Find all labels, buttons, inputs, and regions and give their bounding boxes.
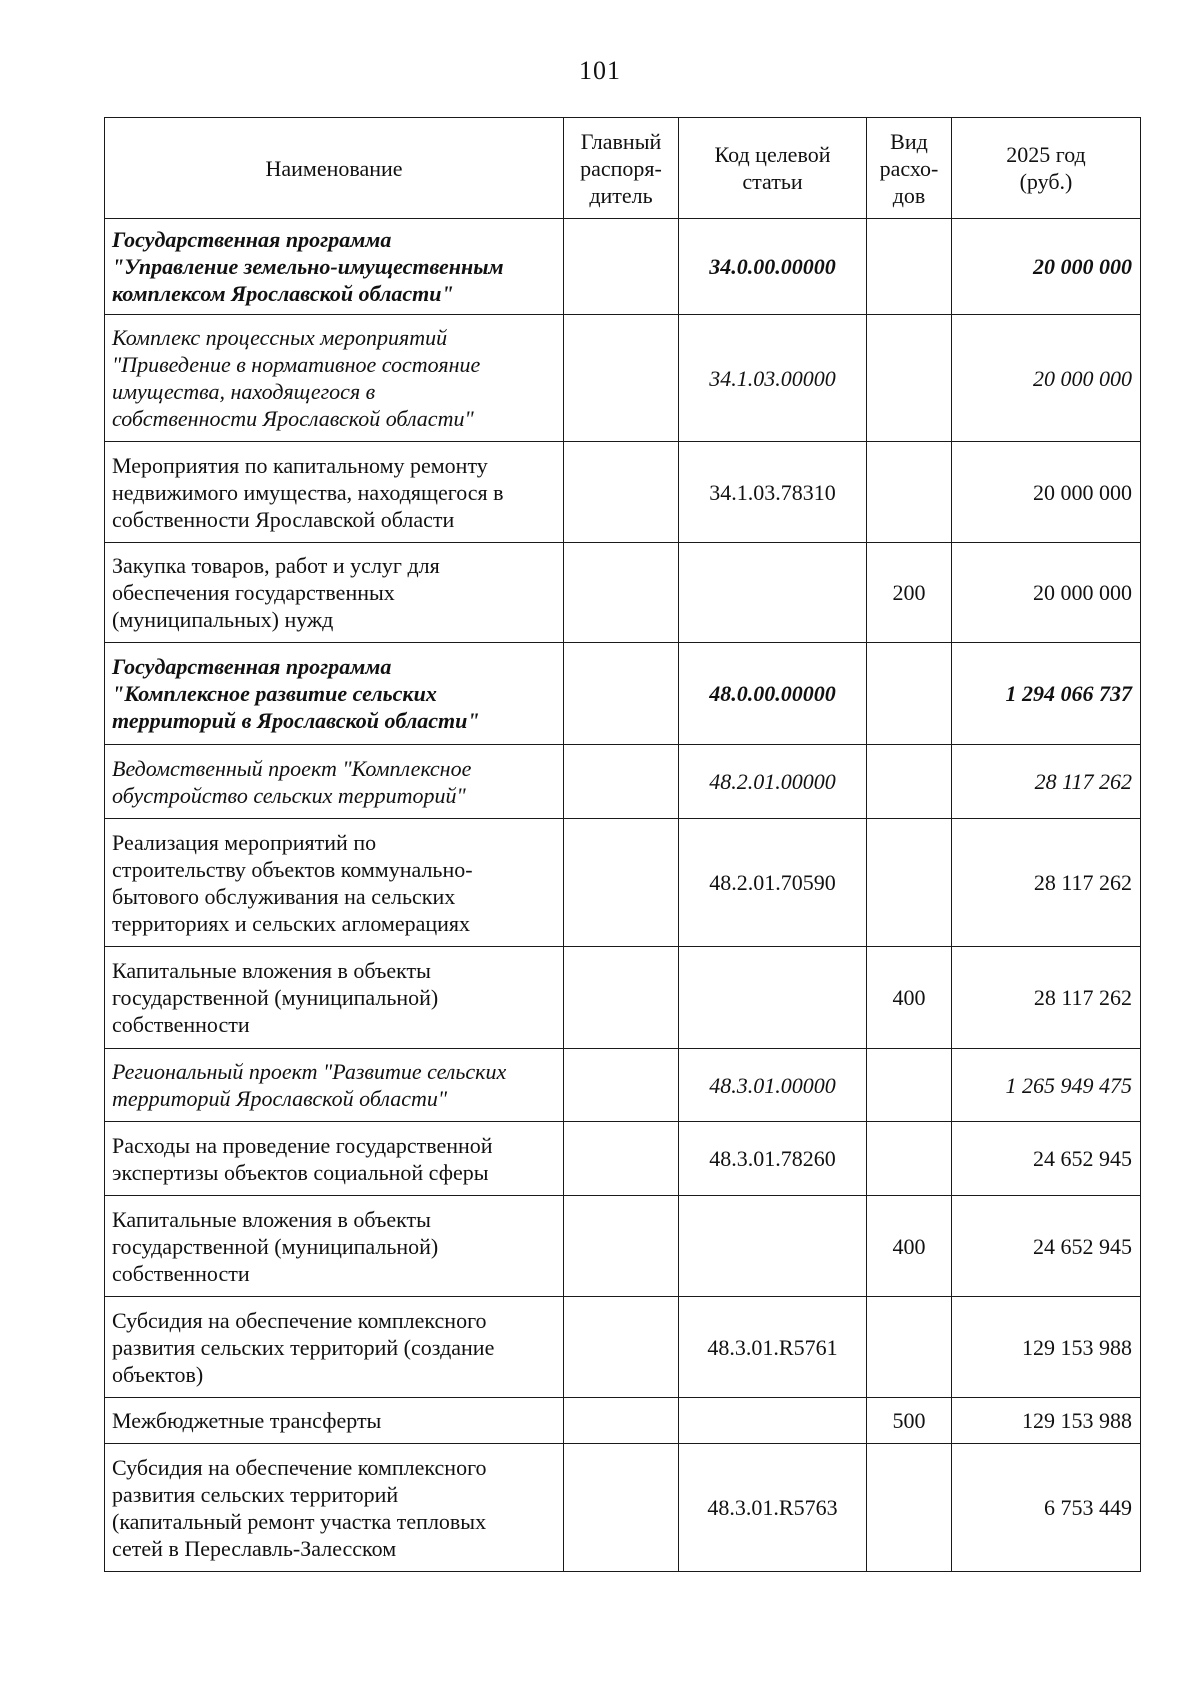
row-name-line: бытового обслуживания на сельских	[112, 883, 456, 909]
table-row	[105, 1398, 1141, 1444]
row-name-line: Капитальные вложения в объекты	[112, 1206, 431, 1232]
row-name-line: Капитальные вложения в объекты	[112, 958, 431, 983]
row-name-cell	[105, 543, 564, 643]
row-name-line: Расходы на проведение государственной	[112, 1132, 493, 1158]
row-name-line: "Комплексное развитие сельских	[112, 681, 437, 706]
row-manager-cell	[564, 442, 679, 543]
row-code-cell: 48.3.01.78260	[679, 1122, 867, 1196]
table-row	[105, 1196, 1141, 1297]
row-manager-cell	[564, 1398, 679, 1444]
row-code-cell	[679, 1398, 867, 1444]
row-name-line: экспертизы объектов социальной сферы	[112, 1159, 489, 1185]
row-name-line: объектов)	[112, 1361, 204, 1387]
header-type	[867, 118, 952, 219]
table-row	[105, 947, 1141, 1049]
row-name-line: (капитальный ремонт участка тепловых	[112, 1508, 487, 1534]
row-name-line: обеспечения государственных	[112, 580, 395, 605]
row-manager-cell	[564, 1297, 679, 1398]
row-manager-cell	[564, 1049, 679, 1122]
header-amount-line: (руб.)	[1019, 169, 1073, 194]
row-name-line: Межбюджетные трансферты	[112, 1408, 382, 1433]
row-name-line: Закупка товаров, работ и услуг для	[112, 553, 440, 578]
row-type-cell	[867, 1049, 952, 1122]
row-amount-cell: 20 000 000	[952, 442, 1141, 543]
row-name-line: недвижимого имущества, находящегося в	[112, 479, 504, 505]
row-amount-cell: 6 753 449	[952, 1444, 1141, 1572]
row-code-cell: 48.2.01.70590	[679, 819, 867, 947]
row-amount-cell: 20 000 000	[952, 543, 1141, 643]
row-name-line: территориях и сельских агломерациях	[112, 910, 471, 936]
row-name-line: Ведомственный проект "Комплексное	[112, 755, 472, 781]
row-manager-cell	[564, 1122, 679, 1196]
row-name-cell	[105, 1444, 564, 1572]
row-name-line: Комплекс процессных мероприятий	[112, 325, 448, 350]
table-row	[105, 543, 1141, 643]
budget-table	[104, 117, 1141, 1572]
row-name-line: строительству объектов коммунально-	[112, 856, 473, 882]
table-row	[105, 442, 1141, 543]
row-amount-cell: 20 000 000	[952, 219, 1141, 315]
row-type-cell	[867, 219, 952, 315]
row-amount-cell: 24 652 945	[952, 1122, 1141, 1196]
row-name-line: государственной (муниципальной)	[112, 1233, 439, 1259]
row-code-cell: 48.3.01.R5761	[679, 1297, 867, 1398]
table-row	[105, 1444, 1141, 1572]
row-code-cell: 48.3.01.R5763	[679, 1444, 867, 1572]
row-amount-cell: 28 117 262	[952, 745, 1141, 819]
row-name-line: собственности Ярославской области"	[112, 406, 474, 431]
row-name-line: Реализация мероприятий по	[112, 829, 377, 855]
row-type-cell	[867, 745, 952, 819]
row-name-line: обустройство сельских территорий"	[112, 782, 466, 808]
row-code-cell	[679, 1196, 867, 1297]
row-code-cell: 48.0.00.00000	[679, 643, 867, 745]
header-manager-line: дитель	[589, 182, 653, 208]
row-name-line: "Управление земельно-имущественным	[112, 254, 504, 279]
row-type-cell	[867, 1297, 952, 1398]
row-name-line: Региональный проект "Развитие сельских	[112, 1059, 507, 1084]
row-name-cell	[105, 1122, 564, 1196]
table-body	[105, 219, 1141, 1572]
table-row	[105, 643, 1141, 745]
row-manager-cell	[564, 643, 679, 745]
header-code	[679, 118, 867, 219]
row-name-cell	[105, 1398, 564, 1444]
row-name-line: территорий в Ярославской области"	[112, 708, 480, 733]
table-row	[105, 219, 1141, 315]
row-name-line: сетей в Переславль-Залесском	[112, 1535, 397, 1561]
row-code-cell: 48.3.01.00000	[679, 1049, 867, 1122]
row-name-cell	[105, 1297, 564, 1398]
row-name-line: Государственная программа	[112, 654, 392, 679]
row-amount-cell: 24 652 945	[952, 1196, 1141, 1297]
row-name-cell	[105, 219, 564, 315]
row-type-cell: 400	[867, 1196, 952, 1297]
row-name-cell	[105, 442, 564, 543]
row-manager-cell	[564, 315, 679, 442]
row-name-line: (муниципальных) нужд	[112, 607, 334, 632]
header-type-line: дов	[892, 182, 926, 208]
row-name-line: комплексом Ярославской области"	[112, 281, 454, 306]
row-name-line: собственности	[112, 1012, 250, 1037]
row-manager-cell	[564, 1196, 679, 1297]
row-amount-cell: 28 117 262	[952, 819, 1141, 947]
row-amount-cell: 129 153 988	[952, 1398, 1141, 1444]
row-name-line: имущества, находящегося в	[112, 379, 376, 404]
row-name-line: собственности Ярославской области	[112, 506, 455, 532]
table-row	[105, 819, 1141, 947]
row-manager-cell	[564, 947, 679, 1049]
header-name-text: Наименование	[265, 155, 403, 181]
row-name-line: Субсидия на обеспечение комплексного	[112, 1454, 487, 1480]
row-type-cell	[867, 643, 952, 745]
row-manager-cell	[564, 219, 679, 315]
row-manager-cell	[564, 1444, 679, 1572]
row-code-cell: 48.2.01.00000	[679, 745, 867, 819]
row-name-cell	[105, 315, 564, 442]
header-manager-line: распоря-	[580, 155, 662, 181]
row-name-cell	[105, 819, 564, 947]
row-name-line: Мероприятия по капитальному ремонту	[112, 452, 488, 478]
row-code-cell: 34.1.03.78310	[679, 442, 867, 543]
header-amount-line: 2025 год	[1006, 142, 1086, 167]
row-name-cell	[105, 1196, 564, 1297]
header-amount	[952, 118, 1141, 219]
row-manager-cell	[564, 543, 679, 643]
table-row	[105, 1049, 1141, 1122]
row-name-line: развития сельских территорий	[112, 1481, 399, 1507]
row-type-cell	[867, 1444, 952, 1572]
row-amount-cell: 1 294 066 737	[952, 643, 1141, 745]
row-name-line: Субсидия на обеспечение комплексного	[112, 1307, 487, 1333]
row-name-cell	[105, 947, 564, 1049]
row-type-cell	[867, 442, 952, 543]
row-type-cell: 400	[867, 947, 952, 1049]
row-name-cell	[105, 1049, 564, 1122]
row-name-line: государственной (муниципальной)	[112, 985, 439, 1010]
row-code-cell	[679, 543, 867, 643]
header-name	[105, 118, 564, 219]
row-manager-cell	[564, 745, 679, 819]
page-number: 101	[579, 56, 621, 85]
row-type-cell: 200	[867, 543, 952, 643]
table-row	[105, 745, 1141, 819]
row-name-line: собственности	[112, 1260, 250, 1286]
header-manager	[564, 118, 679, 219]
row-amount-cell: 129 153 988	[952, 1297, 1141, 1398]
table-row	[105, 315, 1141, 442]
header-code-line: Код целевой	[714, 142, 831, 167]
row-name-line: развития сельских территорий (создание	[112, 1334, 495, 1360]
row-name-line: территорий Ярославской области"	[112, 1086, 448, 1111]
row-code-cell: 34.0.00.00000	[679, 219, 867, 315]
row-type-cell	[867, 1122, 952, 1196]
row-amount-cell: 1 265 949 475	[952, 1049, 1141, 1122]
row-name-cell	[105, 643, 564, 745]
row-code-cell	[679, 947, 867, 1049]
row-type-cell	[867, 315, 952, 442]
row-type-cell	[867, 819, 952, 947]
header-type-line: Вид	[890, 128, 928, 154]
table-row	[105, 1122, 1141, 1196]
table-row	[105, 1297, 1141, 1398]
row-name-line: Государственная программа	[112, 227, 392, 252]
row-amount-cell: 20 000 000	[952, 315, 1141, 442]
header-code-line: статьи	[742, 169, 803, 194]
header-row	[105, 118, 1141, 219]
header-type-line: расхо-	[879, 155, 939, 181]
row-manager-cell	[564, 819, 679, 947]
row-type-cell: 500	[867, 1398, 952, 1444]
table-header	[105, 118, 1141, 219]
row-name-line: "Приведение в нормативное состояние	[112, 352, 481, 377]
row-code-cell: 34.1.03.00000	[679, 315, 867, 442]
row-name-cell	[105, 745, 564, 819]
header-manager-line: Главный	[580, 128, 662, 154]
row-amount-cell: 28 117 262	[952, 947, 1141, 1049]
